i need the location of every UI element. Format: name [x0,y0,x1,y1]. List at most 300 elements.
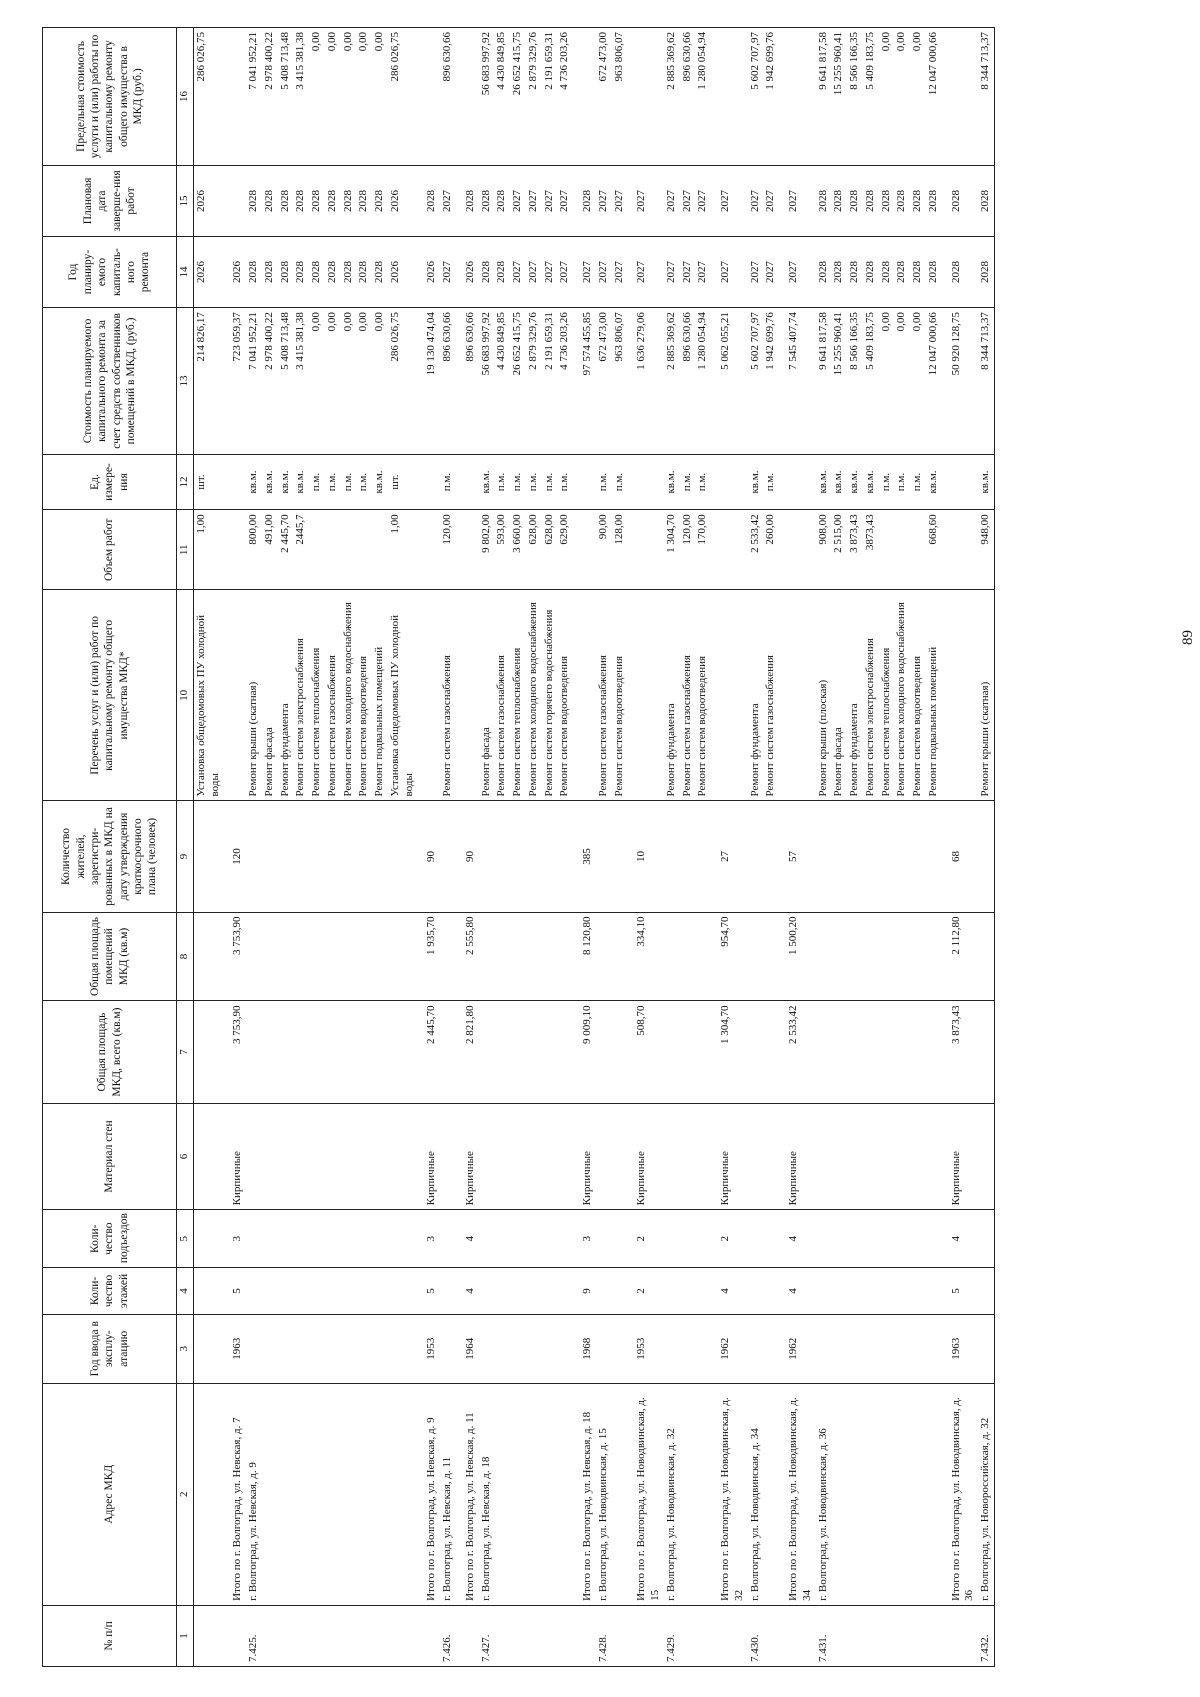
column-number: 12 [177,454,194,510]
cell-col-13: 0,00 [894,308,910,455]
cell-col-2: Итого по г. Волгоград, ул. Новодвинская, д. 32 [711,1383,748,1605]
cell-col-7 [910,1001,926,1103]
cell-col-14: 2028 [863,236,879,307]
cell-col-5 [510,1210,526,1268]
header-works-list: Перечень услуг и (или) работ по капитальному ремонту общего имущества МКД* [43,590,177,801]
cell-col-12: п.м. [309,454,325,510]
cell-col-11: 668,60 [926,510,942,590]
cell-col-3 [748,1314,764,1383]
cell-col-4 [278,1268,294,1315]
cell-col-2: г. Волгоград, ул. Новодвинская, д. 15 [596,1383,612,1605]
cell-col-9 [510,801,526,912]
cell-col-7 [557,1001,573,1103]
cell-col-10: Ремонт фасада [831,590,847,801]
cell-col-12: кв.м. [863,454,879,510]
cell-col-12: кв.м. [978,454,994,510]
cell-col-1 [695,1605,711,1666]
table-row [372,28,388,1667]
cell-col-6 [748,1103,764,1210]
cell-col-9 [596,801,612,912]
cell-col-2: Итого по г. Волгоград, ул. Невская, д. 7 [223,1383,246,1605]
cell-col-16 [711,28,748,166]
cell-col-15: 2028 [262,165,278,236]
cell-col-11: 2 533,42 [748,510,764,590]
cell-col-6 [879,1103,895,1210]
cell-col-10: Ремонт систем теплоснабжения [879,590,895,801]
cell-col-14: 2026 [456,236,479,307]
cell-col-11 [309,510,325,590]
table-row [557,28,573,1667]
column-number: 2 [177,1383,194,1605]
cell-col-5 [542,1210,558,1268]
cell-col-11 [341,510,357,590]
cell-col-16: 5 408 713,48 [278,28,294,166]
cell-col-4: 4 [779,1268,816,1315]
cell-col-5 [863,1210,879,1268]
cell-col-12: п.м. [695,454,711,510]
cell-col-13: 5 408 713,48 [278,308,294,455]
cell-col-12: п.м. [526,454,542,510]
cell-col-2: Итого по г. Волгоград, ул. Новодвинская, д. 36 [942,1383,979,1605]
cell-col-13: 723 059,37 [223,308,246,455]
cell-col-11 [779,510,816,590]
cell-col-10: Ремонт фундамента [278,590,294,801]
cell-col-7 [926,1001,942,1103]
cell-col-8 [479,912,495,1001]
cell-col-7: 2 533,42 [779,1001,816,1103]
cell-col-14: 2028 [262,236,278,307]
cell-col-2: Итого по г. Волгоград, ул. Невская, д. 11 [456,1383,479,1605]
cell-col-9 [557,801,573,912]
cell-col-8 [309,912,325,1001]
cell-col-13: 4 736 203,26 [557,308,573,455]
cell-col-10 [627,590,664,801]
cell-col-3 [695,1314,711,1383]
cell-col-5 [262,1210,278,1268]
cell-col-1 [325,1605,341,1666]
cell-col-9: 90 [456,801,479,912]
cell-col-5 [763,1210,779,1268]
cell-col-15: 2028 [479,165,495,236]
table-row [262,28,278,1667]
cell-col-2 [831,1383,847,1605]
cell-col-7 [372,1001,388,1103]
cell-col-14: 2028 [894,236,910,307]
cell-col-6 [388,1103,418,1210]
cell-col-10: Ремонт подвальных помещений [372,590,388,801]
cell-col-16: 0,00 [325,28,341,166]
cell-col-5 [695,1210,711,1268]
cell-col-7 [748,1001,764,1103]
cell-col-7 [879,1001,895,1103]
cell-col-6 [926,1103,942,1210]
table-row [440,28,456,1667]
table-row [325,28,341,1667]
cell-col-3 [193,1314,223,1383]
column-number: 15 [177,165,194,236]
cell-col-15: 2028 [456,165,479,236]
cell-col-13: 50 920 128,75 [942,308,979,455]
cell-col-1 [847,1605,863,1666]
cell-col-5 [664,1210,680,1268]
cell-col-14: 2028 [246,236,262,307]
cell-col-8 [831,912,847,1001]
cell-col-2 [847,1383,863,1605]
cell-col-16: 2 885 369,62 [664,28,680,166]
cell-col-5 [293,1210,309,1268]
cell-col-13: 7 545 407,74 [779,308,816,455]
table-row [542,28,558,1667]
cell-col-16: 672 473,00 [596,28,612,166]
cell-col-4 [612,1268,628,1315]
cell-col-16: 0,00 [894,28,910,166]
cell-col-1 [711,1605,748,1666]
cell-col-1 [262,1605,278,1666]
cell-col-7 [680,1001,696,1103]
cell-col-14: 2027 [763,236,779,307]
cell-col-5 [894,1210,910,1268]
column-number: 9 [177,801,194,912]
cell-col-8 [193,912,223,1001]
cell-col-2: Итого по г. Волгоград, ул. Новодвинская, д. 34 [779,1383,816,1605]
cell-col-9 [193,801,223,912]
cell-col-9 [978,801,994,912]
cell-col-5 [440,1210,456,1268]
cell-col-13: 5 602 707,97 [748,308,764,455]
cell-col-6 [341,1103,357,1210]
cell-col-2: г. Волгоград, ул. Новодвинская, д. 32 [664,1383,680,1605]
cell-col-9: 120 [223,801,246,912]
cell-col-14: 2028 [325,236,341,307]
cell-col-7 [831,1001,847,1103]
cell-col-4 [341,1268,357,1315]
cell-col-7 [479,1001,495,1103]
cell-col-8 [926,912,942,1001]
cell-col-1 [926,1605,942,1666]
cell-col-14: 2027 [542,236,558,307]
cell-col-16: 15 255 960,41 [831,28,847,166]
cell-col-13: 26 652 415,75 [510,308,526,455]
cell-col-12: кв.м. [262,454,278,510]
cell-col-2 [680,1383,696,1605]
cell-col-5 [193,1210,223,1268]
cell-col-9 [262,801,278,912]
cell-col-3 [494,1314,510,1383]
cell-col-11 [894,510,910,590]
cell-col-3 [664,1314,680,1383]
cell-col-11 [417,510,440,590]
cell-col-10: Ремонт систем холодного водоснабжения [894,590,910,801]
cell-col-6 [831,1103,847,1210]
cell-col-9 [325,801,341,912]
cell-col-13: 5 062 055,21 [711,308,748,455]
cell-col-12: п.м. [894,454,910,510]
cell-col-11 [456,510,479,590]
cell-col-2 [372,1383,388,1605]
cell-col-5: 3 [573,1210,596,1268]
cell-col-1 [894,1605,910,1666]
cell-col-16: 12 047 000,66 [926,28,942,166]
cell-col-1: 7.429. [664,1605,680,1666]
cell-col-12: п.м. [494,454,510,510]
cell-col-5 [388,1210,418,1268]
cell-col-9: 27 [711,801,748,912]
cell-col-5 [831,1210,847,1268]
column-number: 4 [177,1268,194,1315]
cell-col-16: 5 409 183,75 [863,28,879,166]
cell-col-7 [278,1001,294,1103]
cell-col-7 [246,1001,262,1103]
cell-col-4 [388,1268,418,1315]
cell-col-16: 2 879 329,76 [526,28,542,166]
cell-col-16: 4 736 203,26 [557,28,573,166]
cell-col-16: 8 566 166,35 [847,28,863,166]
column-number: 3 [177,1314,194,1383]
table-row [680,28,696,1667]
cell-col-8 [262,912,278,1001]
cell-col-6 [372,1103,388,1210]
cell-col-8 [612,912,628,1001]
cell-col-11: 800,00 [246,510,262,590]
cell-col-3 [388,1314,418,1383]
cell-col-12: п.м. [356,454,372,510]
cell-col-8: 334,10 [627,912,664,1001]
cell-col-15: 2027 [695,165,711,236]
cell-col-15: 2028 [278,165,294,236]
table-row [388,28,418,1667]
table-row [309,28,325,1667]
cell-col-4 [816,1268,832,1315]
cell-col-10: Ремонт систем газоснабжения [763,590,779,801]
cell-col-8 [372,912,388,1001]
header-entrances: Коли-чество подъездов [43,1210,177,1268]
cell-col-11: 628,00 [526,510,542,590]
cell-col-16: 896 630,66 [680,28,696,166]
cell-col-16: 9 641 817,58 [816,28,832,166]
cell-col-4 [557,1268,573,1315]
cell-col-4 [910,1268,926,1315]
cell-col-7 [526,1001,542,1103]
cell-col-13: 0,00 [356,308,372,455]
cell-col-3: 1968 [573,1314,596,1383]
cell-col-2 [309,1383,325,1605]
cell-col-16: 1 942 699,76 [763,28,779,166]
cell-col-5 [910,1210,926,1268]
cell-col-7 [863,1001,879,1103]
cell-col-9 [309,801,325,912]
cell-col-12: п.м. [542,454,558,510]
cell-col-10: Ремонт систем электроснабжения [863,590,879,801]
cell-col-8 [526,912,542,1001]
cell-col-16: 0,00 [309,28,325,166]
cell-col-10: Ремонт систем газоснабжения [680,590,696,801]
cell-col-14: 2026 [417,236,440,307]
cell-col-3 [542,1314,558,1383]
cell-col-13: 12 047 000,66 [926,308,942,455]
cell-col-15: 2027 [510,165,526,236]
cell-col-12: п.м. [325,454,341,510]
cell-col-6 [246,1103,262,1210]
cell-col-12: кв.м. [479,454,495,510]
cell-col-15: 2027 [664,165,680,236]
cell-col-8 [894,912,910,1001]
cell-col-12 [456,454,479,510]
cell-col-14: 2028 [293,236,309,307]
cell-col-7 [894,1001,910,1103]
cell-col-4: 5 [942,1268,979,1315]
cell-col-4 [479,1268,495,1315]
cell-col-14: 2027 [779,236,816,307]
cell-col-6: Кирпичные [223,1103,246,1210]
total-row [223,28,246,1667]
cell-col-4 [526,1268,542,1315]
cell-col-6 [193,1103,223,1210]
cell-col-3: 1953 [417,1314,440,1383]
cell-col-15: 2028 [293,165,309,236]
cell-col-12: кв.м. [926,454,942,510]
header-volume: Объем работ [43,510,177,590]
cell-col-14: 2028 [831,236,847,307]
cell-col-13: 56 683 997,92 [479,308,495,455]
cell-col-14: 2028 [910,236,926,307]
cell-col-2 [910,1383,926,1605]
cell-col-1 [223,1605,246,1666]
cell-col-12 [223,454,246,510]
cell-col-2: г. Волгоград, ул. Новодвинская, д. 36 [816,1383,832,1605]
cell-col-7: 9 009,10 [573,1001,596,1103]
cell-col-3 [479,1314,495,1383]
cell-col-1 [309,1605,325,1666]
cell-col-5 [341,1210,357,1268]
cell-col-10 [573,590,596,801]
cell-col-3: 1962 [779,1314,816,1383]
table-row [246,28,262,1667]
header-cost: Стоимость планируемого капитального ремонта за счет средств собственников помещений в МКД, (руб.) [43,308,177,455]
cell-col-6 [664,1103,680,1210]
cell-col-12: п.м. [440,454,456,510]
cell-col-10: Ремонт систем газоснабжения [494,590,510,801]
cell-col-7 [695,1001,711,1103]
cell-col-7 [262,1001,278,1103]
cell-col-6: Кирпичные [779,1103,816,1210]
header-wall-material: Материал стен [43,1103,177,1210]
cell-col-16: 0,00 [356,28,372,166]
table-row [831,28,847,1667]
table-row [695,28,711,1667]
cell-col-16: 2 978 400,22 [262,28,278,166]
cell-col-10: Ремонт систем водоотведения [612,590,628,801]
cell-col-2: г. Волгоград, ул. Невская, д. 9 [246,1383,262,1605]
cell-col-13: 8 566 166,35 [847,308,863,455]
cell-col-10: Ремонт систем водоотведения [695,590,711,801]
cell-col-8 [847,912,863,1001]
cell-col-4 [596,1268,612,1315]
cell-col-12 [573,454,596,510]
cell-col-13: 0,00 [309,308,325,455]
cell-col-6: Кирпичные [456,1103,479,1210]
cell-col-9 [388,801,418,912]
cell-col-6 [763,1103,779,1210]
cell-col-1: 7.430. [748,1605,764,1666]
cell-col-15: 2027 [440,165,456,236]
cell-col-1 [278,1605,294,1666]
cell-col-2 [526,1383,542,1605]
cell-col-9 [910,801,926,912]
total-row [573,28,596,1667]
total-row [942,28,979,1667]
cell-col-13: 0,00 [910,308,926,455]
cell-col-15: 2028 [942,165,979,236]
cell-col-2 [325,1383,341,1605]
cell-col-7 [847,1001,863,1103]
cell-col-15: 2028 [926,165,942,236]
cell-col-13: 672 473,00 [596,308,612,455]
cell-col-12 [711,454,748,510]
cell-col-2 [341,1383,357,1605]
cell-col-5 [309,1210,325,1268]
cell-col-1 [942,1605,979,1666]
cell-col-5 [372,1210,388,1268]
cell-col-6 [612,1103,628,1210]
cell-col-6: Кирпичные [627,1103,664,1210]
cell-col-9 [246,801,262,912]
cell-col-8: 3 753,90 [223,912,246,1001]
cell-col-16 [417,28,440,166]
cell-col-3 [926,1314,942,1383]
cell-col-11 [573,510,596,590]
cell-col-14: 2028 [494,236,510,307]
cell-col-8 [664,912,680,1001]
cell-col-15: 2028 [372,165,388,236]
cell-col-8: 2 555,80 [456,912,479,1001]
cell-col-8 [293,912,309,1001]
cell-col-1 [417,1605,440,1666]
cell-col-10: Ремонт крыши (скатная) [246,590,262,801]
cell-col-1 [763,1605,779,1666]
cell-col-1 [388,1605,418,1666]
cell-col-12 [627,454,664,510]
cell-col-8 [695,912,711,1001]
cell-col-5 [479,1210,495,1268]
cell-col-4 [695,1268,711,1315]
cell-col-15: 2028 [978,165,994,236]
cell-col-8 [356,912,372,1001]
cell-col-9 [763,801,779,912]
cell-col-12: п.м. [879,454,895,510]
cell-col-16: 0,00 [372,28,388,166]
cell-col-8 [816,912,832,1001]
cell-col-14: 2027 [612,236,628,307]
cell-col-2 [510,1383,526,1605]
cell-col-4 [879,1268,895,1315]
cell-col-5 [246,1210,262,1268]
cell-col-3 [612,1314,628,1383]
cell-col-12: кв.м. [246,454,262,510]
cell-col-7 [510,1001,526,1103]
cell-col-2 [388,1383,418,1605]
table-row [479,28,495,1667]
cell-col-1 [193,1605,223,1666]
cell-col-4 [193,1268,223,1315]
cell-col-14: 2027 [557,236,573,307]
cell-col-9 [372,801,388,912]
cell-col-8 [879,912,895,1001]
cell-col-6 [557,1103,573,1210]
cell-col-13: 2 978 400,22 [262,308,278,455]
column-number: 11 [177,510,194,590]
cell-col-15: 2028 [879,165,895,236]
cell-col-16: 963 806,07 [612,28,628,166]
